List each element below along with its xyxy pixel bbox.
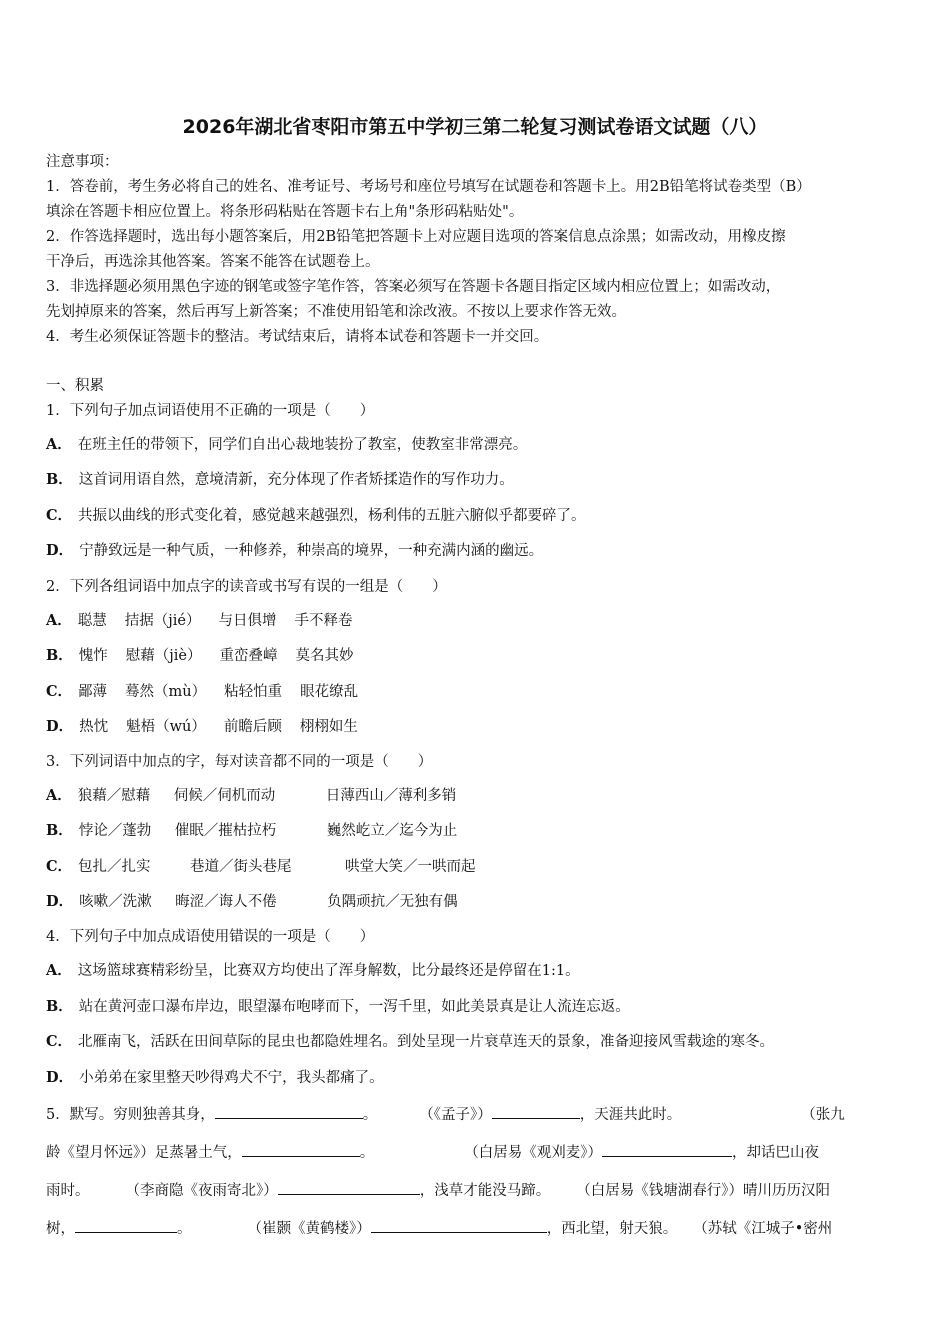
notice-line: 干净后，再选涂其他答案。答案不能答在试题卷上。 [46, 254, 380, 270]
option-text: 宁静致远是一种气质，一种修养，种崇高的境界，一种充满内涵的幽远。 [79, 543, 544, 559]
q4-option-a[interactable] [46, 961, 580, 981]
notice-line: 2．作答选择题时，选出每小题答案后，用2B铅笔把答题卡上对应题目选项的答案信息点涂黑；如需改动，用橡皮擦 [46, 229, 786, 245]
answer-blank[interactable] [602, 1141, 732, 1157]
term: 粘轻怕重 [224, 684, 283, 700]
option-text: 共振以曲线的形式变化着，感觉越来越强烈，杨利伟的五脏六腑似乎都要碎了。 [78, 508, 586, 524]
question-2-stem: 2．下列各组词语中加点字的读音或书写有误的一组是（ ） [46, 579, 447, 595]
q5-text: 树， [46, 1221, 75, 1237]
notice-heading: 注意事项： [46, 154, 119, 170]
option-label: B． [46, 822, 73, 839]
term: 狼藉／慰藉 [77, 788, 151, 804]
answer-blank[interactable] [278, 1179, 420, 1195]
term: 眼花缭乱 [300, 684, 359, 700]
term: 手不释卷 [294, 613, 353, 629]
question-4-stem: 4．下列句子中加点成语使用错误的一项是（ ） [46, 929, 375, 945]
term: 魁梧（wú） [126, 719, 206, 735]
term: 鄙薄 [78, 684, 108, 700]
option-label: A． [46, 787, 72, 804]
term: 热忱 [79, 719, 109, 735]
page-title: 2026年湖北省枣阳市第五中学初三第二轮复习测试卷语文试题（八） [182, 116, 768, 138]
option-label: A． [46, 962, 72, 979]
q1-option-a[interactable] [46, 435, 527, 455]
question-3-stem: 3．下列词语中加点的字，每对读音都不同的一项是（ ） [46, 754, 433, 770]
term: 咳嗽／洗漱 [79, 894, 152, 910]
term: 伺候／伺机而动 [173, 788, 276, 804]
q5-text: ，西北望，射天狼。 [546, 1221, 678, 1237]
q2-option-c[interactable] [46, 682, 358, 702]
q5-text: 5．默写。穷则独善其身， [46, 1107, 215, 1123]
term: 聪慧 [77, 613, 107, 629]
term: 晦涩／诲人不倦 [175, 894, 277, 910]
answer-blank[interactable] [242, 1141, 360, 1157]
notice-line: 填涂在答题卡相应位置上。将条形码粘贴在答题卡右上角"条形码粘贴处"。 [46, 204, 524, 220]
q5-source: 龄《望月怀远》）足蒸暑土气， [46, 1145, 242, 1161]
q5-source: （张九 [801, 1107, 845, 1123]
answer-blank[interactable] [215, 1103, 363, 1119]
q5-line-4 [46, 1217, 832, 1239]
q5-text: ，浅草才能没马蹄。 [419, 1183, 551, 1199]
question-1-stem: 1．下列句子加点词语使用不正确的一项是（ ） [46, 403, 375, 419]
q3-option-c[interactable] [46, 857, 476, 877]
notice-line: 4．考生必须保证答题卡的整洁。考试结束后，请将本试卷和答题卡一并交回。 [46, 329, 549, 345]
q5-text: 。 [359, 1145, 375, 1161]
term: 前瞻后顾 [223, 719, 282, 735]
option-label: D． [46, 893, 74, 910]
option-label: A． [46, 612, 72, 629]
answer-blank[interactable] [492, 1103, 580, 1119]
q5-line-3 [46, 1179, 830, 1201]
answer-blank[interactable] [371, 1217, 547, 1233]
term: 负隅顽抗／无独有偶 [327, 894, 458, 910]
section-heading: 一、积累 [46, 378, 104, 394]
q5-line-1 [46, 1103, 845, 1125]
q5-text: 雨时。 [46, 1183, 90, 1199]
q5-text: 。 [362, 1107, 378, 1123]
option-label: D． [46, 1069, 74, 1086]
q3-option-a[interactable] [46, 786, 456, 806]
term: 蓦然（mù） [125, 684, 207, 700]
option-text: 这首词用语自然，意境清新，充分体现了作者矫揉造作的写作功力。 [78, 472, 514, 488]
q2-option-b[interactable] [46, 646, 353, 666]
q5-source: （白居易《钱塘湖春行》）晴川历历汉阳 [576, 1183, 830, 1199]
term: 拮据（jié） [124, 613, 201, 629]
option-text: 这场篮球赛精彩纷呈，比赛双方均使出了浑身解数，比分最终还是停留在1:1。 [77, 963, 580, 979]
q4-option-c[interactable] [46, 1032, 774, 1052]
term: 催眠／摧枯拉朽 [174, 823, 277, 839]
q2-option-a[interactable] [46, 611, 352, 631]
q5-source: （《孟子》） [419, 1107, 492, 1123]
q5-source: （苏轼《江城子•密州 [693, 1221, 833, 1237]
q4-option-d[interactable] [46, 1068, 384, 1088]
q5-text: 。 [177, 1221, 192, 1237]
option-label: D． [46, 542, 74, 559]
answer-blank[interactable] [75, 1217, 177, 1233]
option-label: B． [46, 998, 73, 1015]
option-label: C． [46, 858, 73, 875]
term: 包扎／扎实 [78, 859, 151, 875]
option-label: A． [46, 436, 72, 453]
option-label: D． [46, 718, 74, 735]
option-text: 站在黄河壶口瀑布岸边，眼望瀑布咆哮而下，一泻千里，如此美景真是让人流连忘返。 [78, 999, 630, 1015]
option-text: 在班主任的带领下，同学们自出心裁地装扮了教室，使教室非常漂亮。 [77, 437, 528, 453]
q5-text: ，天涯共此时。 [579, 1107, 682, 1123]
term: 莫名其妙 [295, 648, 354, 664]
notice-line: 3．非选择题必须用黑色字迹的钢笔或签字笔作答，答案必须写在答题卡各题目指定区域内相应位置上；如需改动， [46, 279, 781, 295]
term: 愧怍 [78, 648, 108, 664]
term: 悖论／蓬勃 [78, 823, 152, 839]
q1-option-c[interactable] [46, 506, 586, 526]
q1-option-d[interactable] [46, 541, 543, 561]
term: 巍然屹立／迄今为止 [326, 823, 458, 839]
option-text: 小弟弟在家里整天吵得鸡犬不宁，我头都痛了。 [79, 1070, 384, 1086]
option-text: 北雁南飞，活跃在田间草际的昆虫也都隐姓埋名。到处呈现一片衰草连天的景象，准备迎接风雪载途的寒冬。 [78, 1034, 775, 1050]
notice-line: 1．答卷前，考生务必将自己的姓名、准考证号、考场号和座位号填写在试题卷和答题卡上。用2B铅笔将试卷类型（B） [46, 179, 811, 195]
option-label: C． [46, 683, 73, 700]
q3-option-b[interactable] [46, 821, 457, 841]
option-label: B． [46, 647, 73, 664]
q5-source: （李商隐《夜雨寄北》） [125, 1183, 278, 1199]
q5-source: （白居易《观刈麦》） [464, 1145, 602, 1161]
term: 与日俱增 [218, 613, 277, 629]
q1-option-b[interactable] [46, 470, 514, 490]
notice-line: 先划掉原来的答案，然后再写上新答案；不准使用铅笔和涂改液。不按以上要求作答无效。 [46, 304, 626, 320]
term: 巷道／街头巷尾 [190, 859, 292, 875]
term: 哄堂大笑／一哄而起 [345, 859, 476, 875]
option-label: C． [46, 507, 73, 524]
q3-option-d[interactable] [46, 892, 458, 912]
option-label: B． [46, 471, 73, 488]
q5-text: ，却话巴山夜 [732, 1145, 819, 1161]
q2-option-d[interactable] [46, 717, 358, 737]
q5-line-2 [46, 1141, 819, 1163]
term: 慰藉（jiè） [125, 648, 202, 664]
term: 栩栩如生 [299, 719, 358, 735]
term: 重峦叠嶂 [219, 648, 278, 664]
q4-option-b[interactable] [46, 997, 630, 1017]
option-label: C． [46, 1033, 73, 1050]
term: 日薄西山／薄利多销 [325, 788, 457, 804]
q5-source: （崔颢《黄鹤楼》） [247, 1221, 371, 1237]
